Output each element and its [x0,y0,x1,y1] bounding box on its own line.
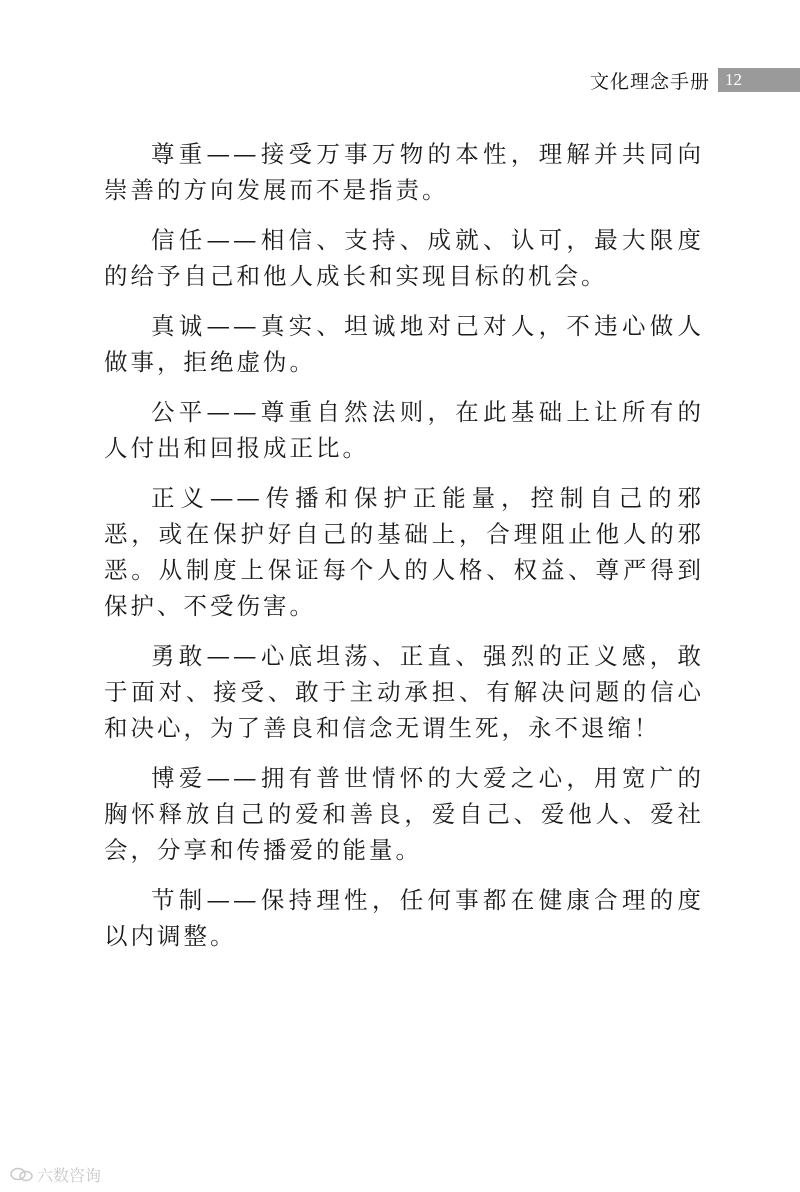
paragraph-justice: 正义——传播和保护正能量，控制自己的邪恶，或在保护好自己的基础上，合理阻止他人的邪恶。从制度上保证每个人的人格、权益、尊严得到保护、不受伤害。 [104,484,704,620]
paragraph-sincerity: 真诚——真实、坦诚地对己对人，不违心做人做事，拒绝虚伪。 [104,312,704,376]
paragraph-love: 博爱——拥有普世情怀的大爱之心，用宽广的胸怀释放自己的爱和善良，爱自己、爱他人、爱社会，分享和传播爱的能量。 [104,764,704,864]
page-header [590,68,800,92]
page-body [104,136,704,968]
paragraph-fairness: 公平——尊重自然法则，在此基础上让所有的人付出和回报成正比。 [104,398,704,462]
paragraph-trust: 信任——相信、支持、成就、认可，最大限度的给予自己和他人成长和实现目标的机会。 [104,226,704,290]
page-number: 12 [718,68,800,92]
paragraph-courage: 勇敢——心底坦荡、正直、强烈的正义感，敢于面对、接受、敢于主动承担、有解决问题的信心和决心，为了善良和信念无谓生死，永不退缩！ [104,642,704,742]
watermark-text: 六数咨询 [37,1166,102,1185]
paragraph-moderation: 节制——保持理性，任何事都在健康合理的度以内调整。 [104,886,704,950]
chat-bubble-icon [10,1167,34,1183]
book-title: 文化理念手册 [589,70,710,93]
watermark [10,1163,101,1186]
paragraph-respect: 尊重——接受万事万物的本性，理解并共同向崇善的方向发展而不是指责。 [104,140,704,204]
